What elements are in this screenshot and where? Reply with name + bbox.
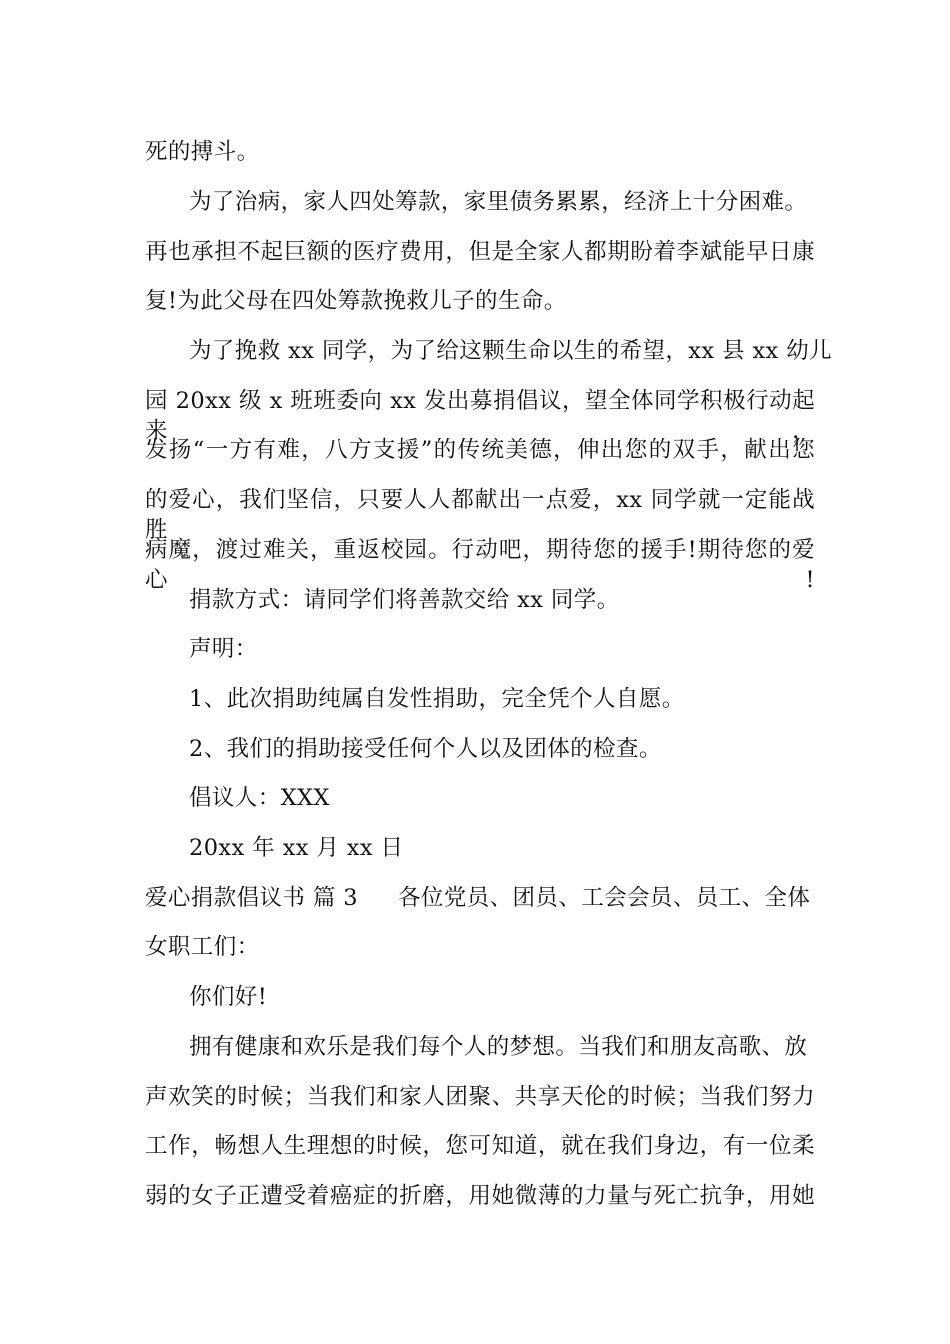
text-line: 声欢笑的时候；当我们和家人团聚、共享天伦的时候；当我们努力 [145,1084,815,1110]
text-line: 死的搏斗。 [145,139,260,165]
text-line: 弱的女子正遭受着癌症的折磨，用她微薄的力量与死亡抗争，用她 [145,1183,815,1209]
text-line: 1、此次捐助纯属自发性捐助，完全凭个人自愿。 [189,686,685,712]
section-heading: 爱心捐款倡议书 篇 3 [145,885,359,911]
text-line: 2、我们的捐助接受任何个人以及团体的检查。 [189,736,662,762]
text-line: 再也承担不起巨额的医疗费用，但是全家人都期盼着李斌能早日康 [145,239,815,265]
text-line: 拥有健康和欢乐是我们每个人的梦想。当我们和朋友高歌、放 [189,1034,808,1060]
text-line: 倡议人：XXX [189,785,330,811]
text-line: 病魔，渡过难关，重返校园。行动吧，期待您的援手!期待您的爱心! [145,537,815,593]
text-line: 你们好! [189,984,268,1010]
text-line: 声明： [189,636,258,662]
text-line: 的爱心，我们坚信，只要人人都献出一点爱，xx 同学就一定能战胜 [145,487,815,543]
section-heading-line [145,883,815,913]
text-line: 工作，畅想人生理想的时候，您可知道，就在我们身边，有一位柔 [145,1133,815,1159]
text-line: 为了治病，家人四处筹款，家里债务累累，经济上十分困难。 [189,189,808,215]
text-line: 各位党员、团员、工会会员、员工、全体 [398,885,811,911]
text-line: 复!为此父母在四处筹款挽救儿子的生命。 [145,288,567,314]
text-line: 捐款方式：请同学们将善款交给 xx 同学。 [189,587,620,613]
text-line: 为了挽救 xx 同学，为了给这颗生命以生的希望，xx 县 xx 幼儿 [189,338,832,364]
text-line: 女职工们： [145,934,260,960]
text-line: 园 20xx 级 x 班班委向 xx 发出募捐倡议，望全体同学积极行动起来， [145,388,815,444]
text-line: 20xx 年 xx 月 xx 日 [189,835,404,861]
text-line: 发扬“一方有难，八方支援”的传统美德，伸出您的双手，献出您 [145,437,815,463]
